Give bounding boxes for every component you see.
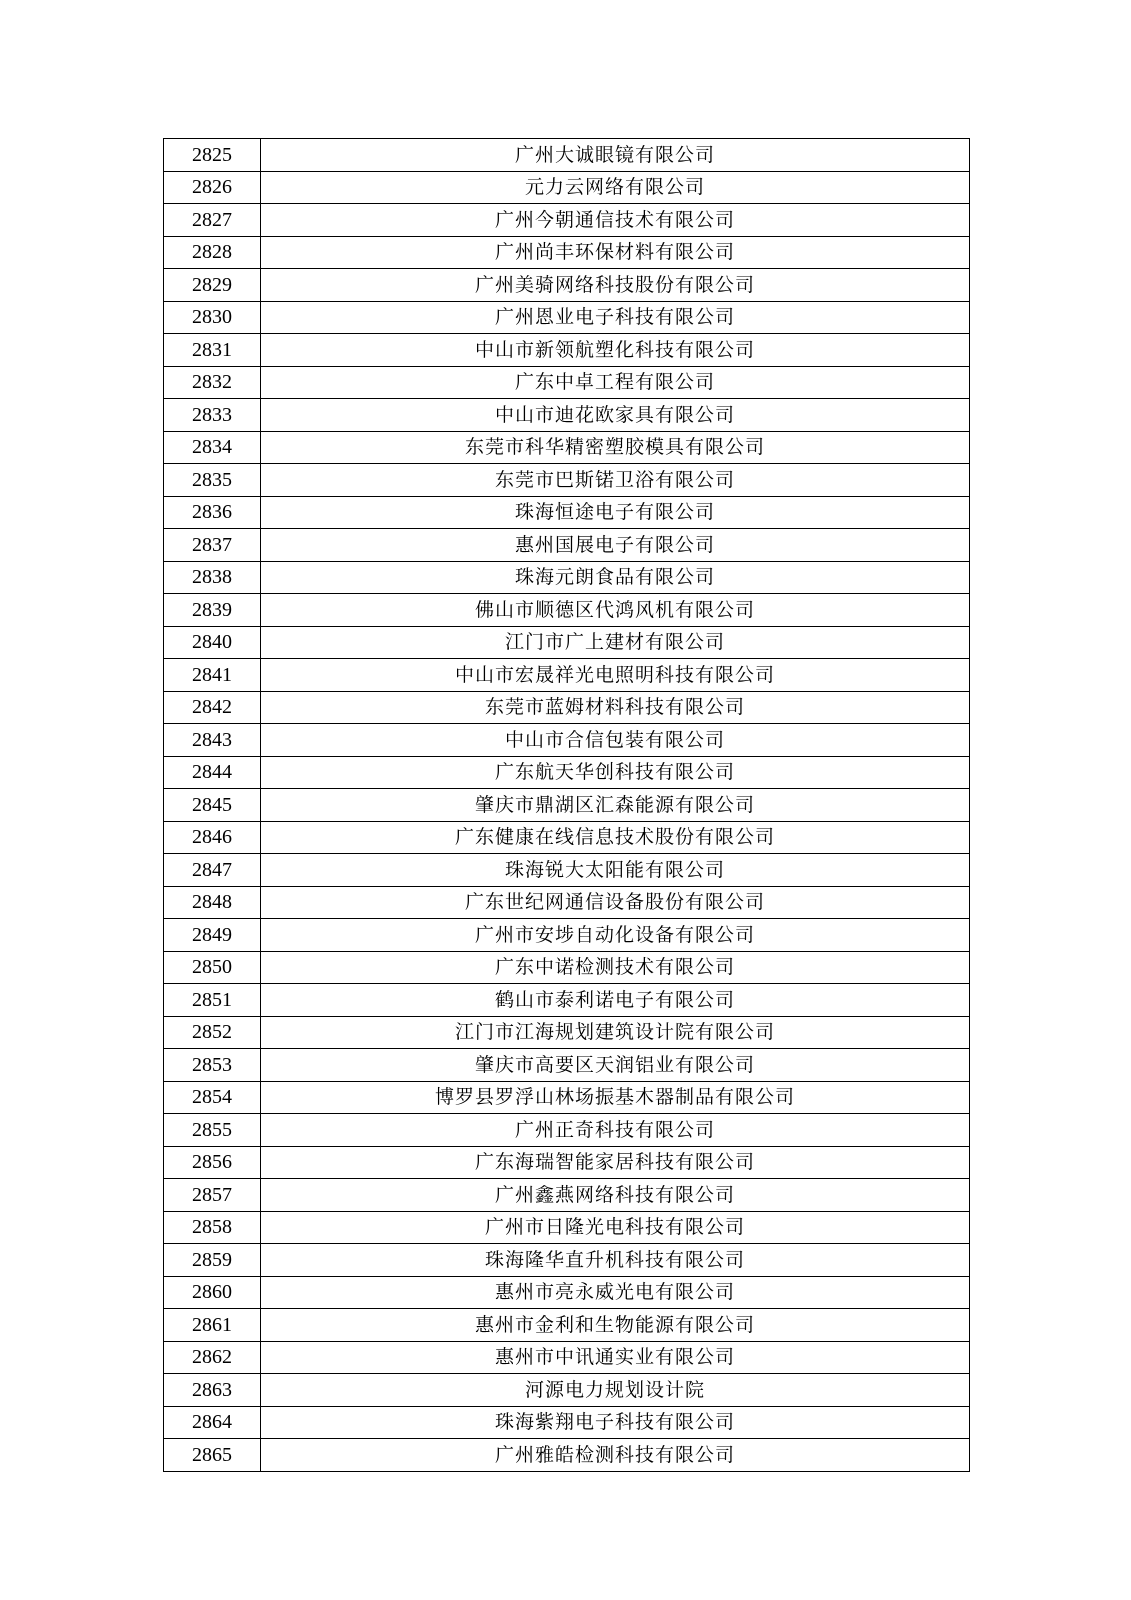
row-number: 2854	[164, 1081, 261, 1114]
company-name: 广州鑫燕网络科技有限公司	[261, 1179, 970, 1212]
table-row	[164, 1341, 970, 1374]
company-name: 广州正奇科技有限公司	[261, 1114, 970, 1147]
company-name: 东莞市巴斯锘卫浴有限公司	[261, 464, 970, 497]
row-number: 2830	[164, 301, 261, 334]
row-number: 2865	[164, 1439, 261, 1472]
table-row	[164, 464, 970, 497]
company-name: 元力云网络有限公司	[261, 171, 970, 204]
company-name: 惠州市亮永威光电有限公司	[261, 1276, 970, 1309]
table-row	[164, 496, 970, 529]
company-name: 广州美骑网络科技股份有限公司	[261, 269, 970, 302]
row-number: 2832	[164, 366, 261, 399]
company-name: 珠海元朗食品有限公司	[261, 561, 970, 594]
table-row	[164, 951, 970, 984]
row-number: 2857	[164, 1179, 261, 1212]
row-number: 2843	[164, 724, 261, 757]
company-name: 广州恩业电子科技有限公司	[261, 301, 970, 334]
company-name: 肇庆市鼎湖区汇森能源有限公司	[261, 789, 970, 822]
table-row	[164, 1016, 970, 1049]
company-name: 广州尚丰环保材料有限公司	[261, 236, 970, 269]
company-name: 鹤山市泰利诺电子有限公司	[261, 984, 970, 1017]
table-row	[164, 984, 970, 1017]
table-row	[164, 886, 970, 919]
table-row	[164, 659, 970, 692]
table-body	[164, 139, 970, 1472]
company-name: 中山市迪花欧家具有限公司	[261, 399, 970, 432]
row-number: 2847	[164, 854, 261, 887]
table-row	[164, 431, 970, 464]
table-row	[164, 1244, 970, 1277]
company-name: 江门市广上建材有限公司	[261, 626, 970, 659]
row-number: 2833	[164, 399, 261, 432]
row-number: 2834	[164, 431, 261, 464]
table-row	[164, 854, 970, 887]
company-name: 惠州市中讯通实业有限公司	[261, 1341, 970, 1374]
company-name: 广州今朝通信技术有限公司	[261, 204, 970, 237]
company-name: 惠州市金利和生物能源有限公司	[261, 1309, 970, 1342]
table-row	[164, 1114, 970, 1147]
table-row	[164, 1374, 970, 1407]
table-row	[164, 529, 970, 562]
row-number: 2856	[164, 1146, 261, 1179]
row-number: 2835	[164, 464, 261, 497]
row-number: 2855	[164, 1114, 261, 1147]
table-row	[164, 626, 970, 659]
row-number: 2831	[164, 334, 261, 367]
company-name: 广州雅皓检测科技有限公司	[261, 1439, 970, 1472]
table-row	[164, 1179, 970, 1212]
row-number: 2853	[164, 1049, 261, 1082]
table-row	[164, 919, 970, 952]
table-row	[164, 724, 970, 757]
row-number: 2839	[164, 594, 261, 627]
table-row	[164, 366, 970, 399]
table-row	[164, 1081, 970, 1114]
company-name: 珠海紫翔电子科技有限公司	[261, 1406, 970, 1439]
table-row	[164, 269, 970, 302]
table-row	[164, 789, 970, 822]
table-row	[164, 171, 970, 204]
company-name: 江门市江海规划建筑设计院有限公司	[261, 1016, 970, 1049]
company-name: 肇庆市高要区天润铝业有限公司	[261, 1049, 970, 1082]
company-name: 广东航天华创科技有限公司	[261, 756, 970, 789]
company-list-table	[163, 138, 970, 1472]
table-row	[164, 594, 970, 627]
table-row	[164, 1146, 970, 1179]
row-number: 2827	[164, 204, 261, 237]
company-name: 中山市宏晟祥光电照明科技有限公司	[261, 659, 970, 692]
company-name: 珠海锐大太阳能有限公司	[261, 854, 970, 887]
table-row	[164, 821, 970, 854]
company-name: 珠海隆华直升机科技有限公司	[261, 1244, 970, 1277]
row-number: 2851	[164, 984, 261, 1017]
row-number: 2828	[164, 236, 261, 269]
row-number: 2829	[164, 269, 261, 302]
row-number: 2859	[164, 1244, 261, 1277]
company-name: 广东中卓工程有限公司	[261, 366, 970, 399]
company-name: 广东健康在线信息技术股份有限公司	[261, 821, 970, 854]
row-number: 2846	[164, 821, 261, 854]
table-row	[164, 1309, 970, 1342]
row-number: 2838	[164, 561, 261, 594]
row-number: 2826	[164, 171, 261, 204]
company-name: 广东中诺检测技术有限公司	[261, 951, 970, 984]
company-name: 中山市新领航塑化科技有限公司	[261, 334, 970, 367]
company-name: 博罗县罗浮山林场振基木器制品有限公司	[261, 1081, 970, 1114]
company-name: 广东世纪网通信设备股份有限公司	[261, 886, 970, 919]
company-name: 珠海恒途电子有限公司	[261, 496, 970, 529]
row-number: 2825	[164, 139, 261, 172]
table-row	[164, 756, 970, 789]
table-row	[164, 1439, 970, 1472]
table-row	[164, 399, 970, 432]
company-name: 东莞市蓝姆材料科技有限公司	[261, 691, 970, 724]
company-name: 中山市合信包装有限公司	[261, 724, 970, 757]
table-row	[164, 1276, 970, 1309]
row-number: 2841	[164, 659, 261, 692]
row-number: 2863	[164, 1374, 261, 1407]
table-row	[164, 139, 970, 172]
company-name: 河源电力规划设计院	[261, 1374, 970, 1407]
table-row	[164, 204, 970, 237]
table-row	[164, 1406, 970, 1439]
row-number: 2842	[164, 691, 261, 724]
table-row	[164, 236, 970, 269]
row-number: 2836	[164, 496, 261, 529]
row-number: 2844	[164, 756, 261, 789]
table-row	[164, 301, 970, 334]
row-number: 2864	[164, 1406, 261, 1439]
company-name: 佛山市顺德区代鸿风机有限公司	[261, 594, 970, 627]
company-name: 广州大诚眼镜有限公司	[261, 139, 970, 172]
table-row	[164, 561, 970, 594]
company-name: 广州市日隆光电科技有限公司	[261, 1211, 970, 1244]
row-number: 2845	[164, 789, 261, 822]
row-number: 2850	[164, 951, 261, 984]
table-row	[164, 1211, 970, 1244]
row-number: 2858	[164, 1211, 261, 1244]
row-number: 2860	[164, 1276, 261, 1309]
table-row	[164, 691, 970, 724]
company-name: 东莞市科华精密塑胶模具有限公司	[261, 431, 970, 464]
row-number: 2848	[164, 886, 261, 919]
row-number: 2840	[164, 626, 261, 659]
row-number: 2837	[164, 529, 261, 562]
row-number: 2861	[164, 1309, 261, 1342]
table-row	[164, 334, 970, 367]
row-number: 2849	[164, 919, 261, 952]
table-row	[164, 1049, 970, 1082]
company-name: 惠州国展电子有限公司	[261, 529, 970, 562]
row-number: 2852	[164, 1016, 261, 1049]
row-number: 2862	[164, 1341, 261, 1374]
company-name: 广东海瑞智能家居科技有限公司	[261, 1146, 970, 1179]
company-name: 广州市安埗自动化设备有限公司	[261, 919, 970, 952]
